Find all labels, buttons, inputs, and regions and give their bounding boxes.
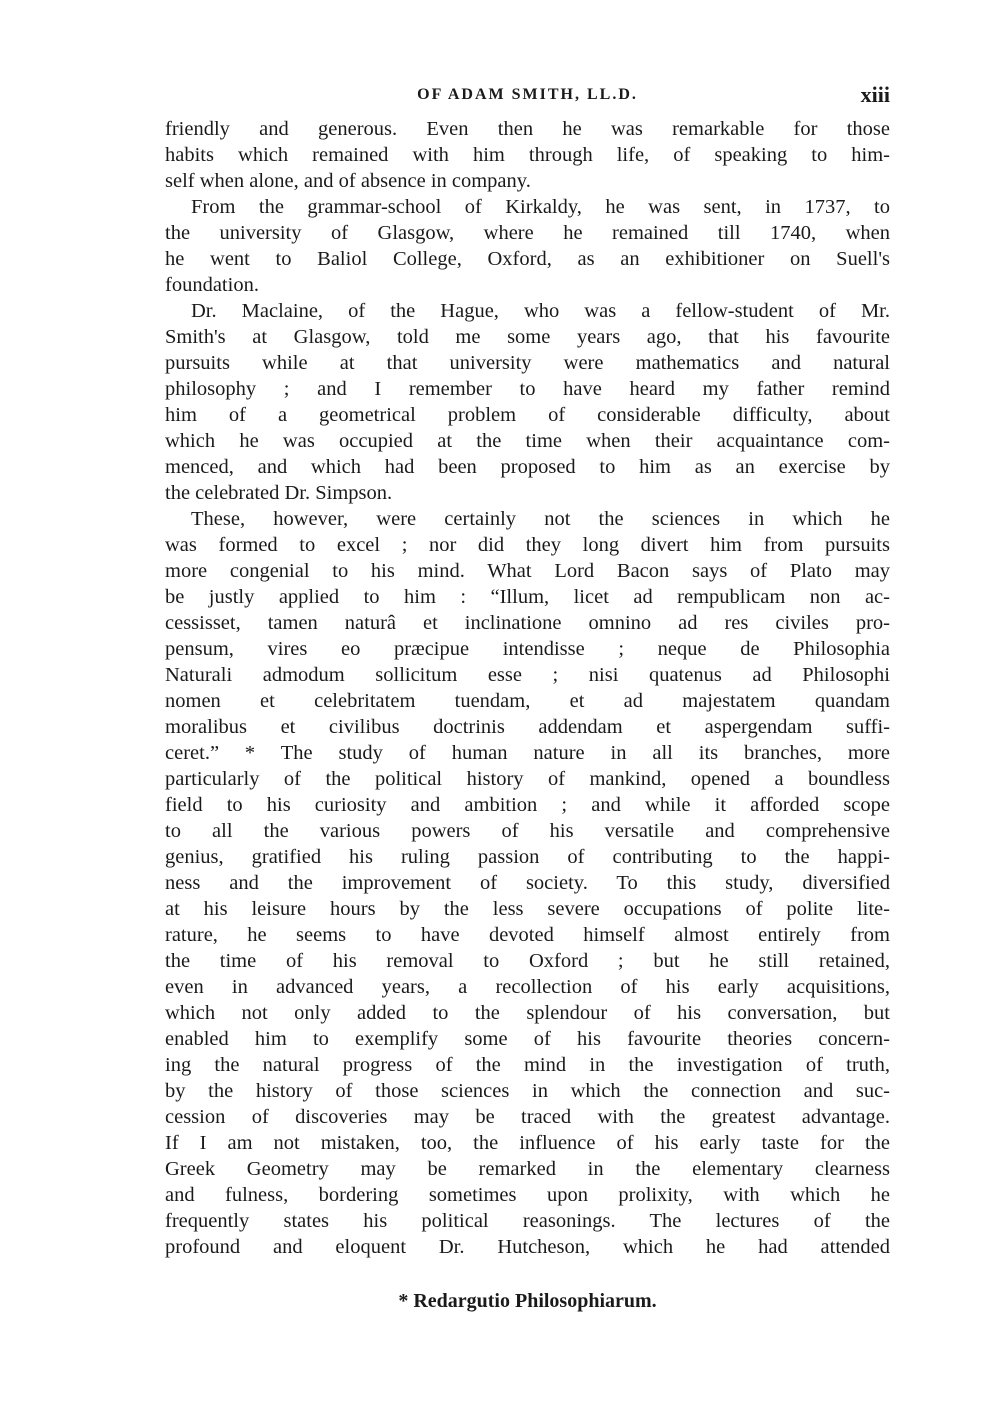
text-line: ceret.” * The study of human nature in all its branches, more: [165, 742, 890, 764]
text-line: pensum, vires eo præcipue intendisse ; neque de Philosophia: [165, 638, 890, 660]
text-line: which he was occupied at the time when their acquaintance com-: [165, 430, 890, 452]
text-line: self when alone, and of absence in company.: [165, 170, 531, 192]
text-line: habits which remained with him through life, of speaking to him-: [165, 144, 890, 166]
text-line: cessisset, tamen naturâ et inclinatione omnino ad res civiles pro-: [165, 612, 890, 634]
text-line: which not only added to the splendour of his conversation, but: [165, 1002, 890, 1024]
text-line: to all the various powers of his versatile and comprehensive: [165, 820, 890, 842]
text-line: by the history of those sciences in which the connection and suc-: [165, 1080, 890, 1102]
text-line: even in advanced years, a recollection of his early acquisitions,: [165, 976, 890, 998]
text-line: moralibus et civilibus doctrinis addendam et aspergendam suffi-: [165, 716, 890, 738]
running-head: [165, 82, 890, 116]
text-line: From the grammar-school of Kirkaldy, he was sent, in 1737, to: [191, 196, 890, 218]
text-line: be justly applied to him : “Illum, licet ad rempublicam non ac-: [165, 586, 890, 608]
text-line: If I am not mistaken, too, the influence of his early taste for the: [165, 1132, 890, 1154]
text-line: Dr. Maclaine, of the Hague, who was a fellow-student of Mr.: [191, 300, 890, 322]
text-line: cession of discoveries may be traced with the greatest advantage.: [165, 1106, 890, 1128]
text-line: the celebrated Dr. Simpson.: [165, 482, 393, 504]
footnote: * Redargutio Philosophiarum.: [398, 1290, 657, 1312]
text-line: profound and eloquent Dr. Hutcheson, which he had attended: [165, 1236, 890, 1258]
text-line: Smith's at Glasgow, told me some years ago, that his favourite: [165, 326, 890, 348]
text-line: rature, he seems to have devoted himself almost entirely from: [165, 924, 890, 946]
text-line: he went to Baliol College, Oxford, as an exhibitioner on Suell's: [165, 248, 890, 270]
text-line: nomen et celebritatem tuendam, et ad majestatem quandam: [165, 690, 890, 712]
page: [165, 82, 890, 1260]
text-line: Naturali admodum sollicitum esse ; nisi quatenus ad Philosophi: [165, 664, 890, 686]
text-line: These, however, were certainly not the sciences in which he: [191, 508, 890, 530]
text-line: the time of his removal to Oxford ; but he still retained,: [165, 950, 890, 972]
text-line: the university of Glasgow, where he remained till 1740, when: [165, 222, 890, 244]
text-line: ing the natural progress of the mind in the investigation of truth,: [165, 1054, 890, 1076]
running-title: OF ADAM SMITH, LL.D.: [417, 86, 638, 103]
text-line: particularly of the political history of mankind, opened a boundless: [165, 768, 890, 790]
page-number: xiii: [860, 82, 890, 107]
text-line: was formed to excel ; nor did they long divert him from pursuits: [165, 534, 890, 556]
text-line: frequently states his political reasonings. The lectures of the: [165, 1210, 890, 1232]
text-line: field to his curiosity and ambition ; and while it afforded scope: [165, 794, 890, 816]
text-line: Greek Geometry may be remarked in the elementary clearness: [165, 1158, 890, 1180]
text-line: philosophy ; and I remember to have heard my father remind: [165, 378, 890, 400]
text-line: enabled him to exemplify some of his favourite theories concern-: [165, 1028, 890, 1050]
text-line: at his leisure hours by the less severe occupations of polite lite-: [165, 898, 890, 920]
text-line: and fulness, bordering sometimes upon prolixity, with which he: [165, 1184, 890, 1206]
text-line: pursuits while at that university were mathematics and natural: [165, 352, 890, 374]
text-line: him of a geometrical problem of considerable difficulty, about: [165, 404, 890, 426]
text-line: foundation.: [165, 274, 259, 296]
text-line: menced, and which had been proposed to him as an exercise by: [165, 456, 890, 478]
text-line: more congenial to his mind. What Lord Bacon says of Plato may: [165, 560, 890, 582]
body-text: [165, 116, 890, 1260]
text-line: friendly and generous. Even then he was remarkable for those: [165, 118, 890, 140]
text-line: genius, gratified his ruling passion of contributing to the happi-: [165, 846, 890, 868]
text-line: ness and the improvement of society. To this study, diversified: [165, 872, 890, 894]
